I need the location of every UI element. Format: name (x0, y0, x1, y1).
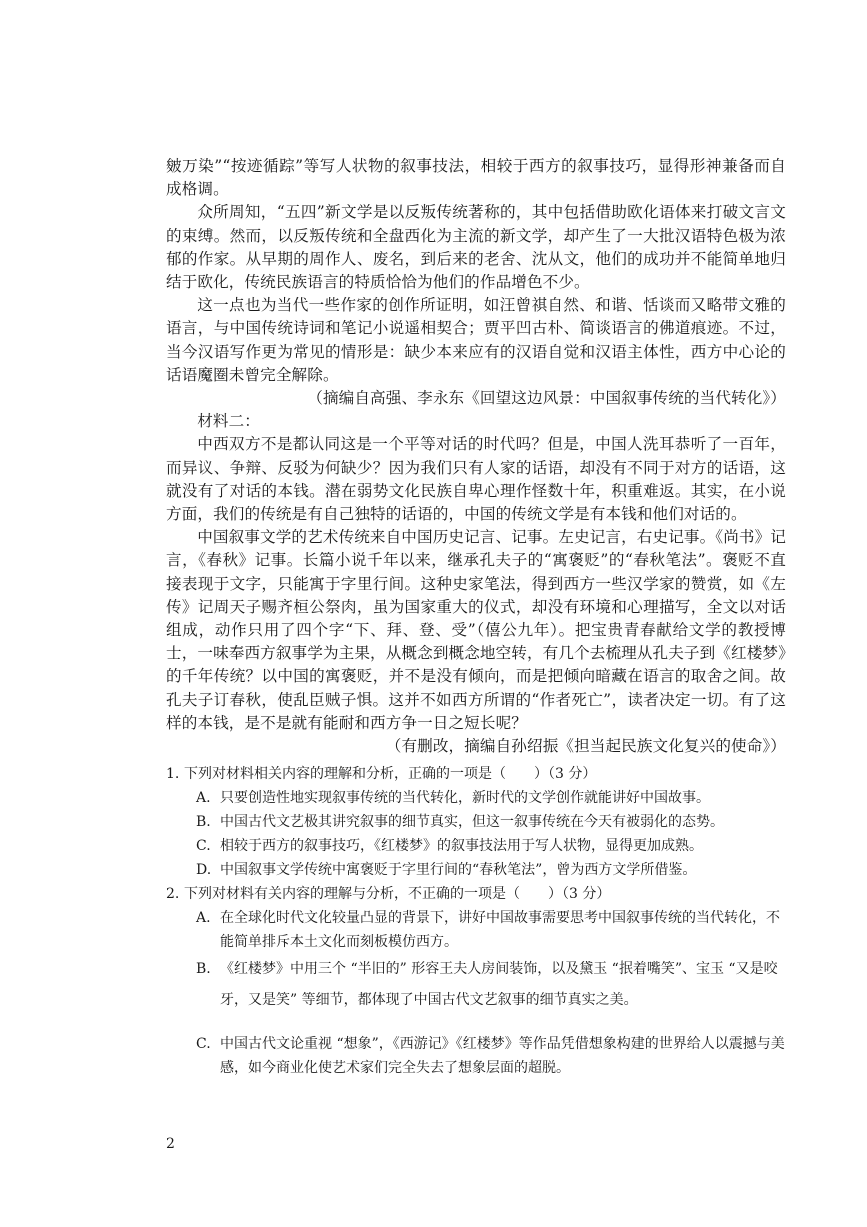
option (196, 858, 786, 882)
option-text: 中国古代文论重视 “想象”，《西游记》《红楼梦》等作品凭借想象构建的世界给人以震撼与美感，如今商业化使艺术家们完全失去了想象层面的超脱。 (220, 1036, 785, 1076)
question-number: 1. (166, 766, 180, 782)
passage-paragraph: 中西双方不是都认同这是一个平等对话的时代吗？但是，中国人洗耳恭听了一百年，而异议、争辩、反驳为何缺少？因为我们只有人家的话语，却没有不同于对方的话语，这就没有了对话的本钱。潜在弱势文化民族自卑心理作怪数十年，积重难返。其实，在小说方面，我们的传统是有自己独特的话语的，中国的传统文学是有本钱和他们对话的。 (166, 435, 786, 524)
material-label: 材料二： (197, 412, 260, 431)
option-letter: A. (196, 790, 211, 806)
question-stem (166, 882, 786, 906)
question-text: 下列对材料有关内容的理解与分析，不正确的一项是（ ）（3 分） (184, 886, 611, 902)
passage-paragraph: 众所周知，“五四”新文学是以反叛传统著称的，其中包括借助欧化语体来打破文言文的束缚。然而，以反叛传统和全盘西化为主流的新文学，却产生了一大批汉语特色极为浓郁的作家。从早期的周作人、废名，到后来的老舍、沈从文，他们的成功并不能简单地归结于欧化，传统民族语言的特质恰恰为他们的作品增色不少。 (166, 203, 786, 292)
passage-paragraph: 皴万染”“按迹循踪”等写人状物的叙事技法，相较于西方的叙事技巧，显得形神兼备而自成格调。 (166, 157, 786, 199)
passage-paragraph: 这一点也为当代一些作家的创作所证明，如汪曾祺自然、和谐、恬谈而又略带文雅的语言，与中国传统诗词和笔记小说遥相契合；贾平凹古朴、简谈语言的佛道痕迹。不过，当今汉语写作更为常见的情形是：缺少本来应有的汉语自觉和汉语主体性，西方中心论的话语魔圈未曾完全解除。 (166, 296, 786, 384)
option-text: 相较于西方的叙事技巧，《红楼梦》的叙事技法用于写人状物，显得更加成熟。 (220, 838, 703, 854)
passage-paragraph: 中国叙事文学的艺术传统来自中国历史记言、记事。左史记言，右史记事。《尚书》记言，《春秋》记事。长篇小说千年以来，继承孔夫子的“寓褒贬”的“春秋笔法”。褒贬不直接表现于文字，只能寓于字里行间。这种史家笔法，得到西方一些汉学家的赞赏，如《左传》记周天子赐齐桓公祭肉，虽为国家重大的仪式，却没有环境和心理描写，全文以对话组成，动作只用了四个字“下、拜、登、受”（僖公九年）。把宝贵青春献给文学的教授博士，一味奉西方叙事学为主果，从概念到概念地空转，有几个去梳理从孔夫子到《红楼梦》的千年传统？以中国的寓褒贬，并不是没有倾向，而是把倾向暗藏在语言的取舍之间。故孔夫子订春秋，使乱臣贼子惧。这并不如西方所谓的“作者死亡”，读者决定一切。有了这样的本钱，是不是就有能耐和西方争一日之短长呢？ (166, 528, 786, 732)
question-section (166, 762, 786, 1080)
option-letter: C. (196, 838, 211, 854)
option (196, 810, 786, 834)
source-citation: （有删改，摘编自孙绍振《担当起民族文化复兴的使命》） (385, 737, 786, 756)
question-number: 2. (166, 886, 180, 902)
page-number: 2 (166, 1136, 175, 1152)
option (196, 786, 786, 810)
question (166, 762, 786, 882)
question (166, 882, 786, 1080)
question-text: 下列对材料相关内容的理解和分析，正确的一项是（ ）（3 分） (184, 766, 597, 782)
option-letter: B. (196, 961, 211, 977)
option (196, 906, 786, 954)
source-citation: （摘编自高强、李永东《回望这边风景：中国叙事传统的当代转化》） (307, 389, 786, 408)
option-text: 在全球化时代文化较量凸显的背景下，讲好中国故事需要思考中国叙事传统的当代转化，不能简单排斥本土文化而刻板模仿西方。 (220, 910, 780, 950)
option (196, 1032, 786, 1080)
option-text: 中国叙事文学传统中寓褒贬于字里行间的“春秋笔法”，曾为西方文学所借鉴。 (220, 862, 697, 878)
option-letter: C. (196, 1036, 211, 1052)
option (196, 954, 786, 1016)
option-letter: D. (196, 862, 212, 878)
option-text: 中国古代文艺极其讲究叙事的细节真实，但这一叙事传统在今天有被弱化的态势。 (220, 814, 724, 830)
option-text: 只要创造性地实现叙事传统的当代转化，新时代的文学创作就能讲好中国故事。 (220, 790, 710, 806)
option-text: 《红楼梦》中用三个 “半旧的” 形容王夫人房间装饰，以及黛玉 “抿着嘴笑”、宝玉 “又是咬牙，又是笑” 等细节，都体现了中国古代文艺叙事的细节真实之美。 (220, 961, 778, 1008)
option (196, 834, 786, 858)
option-letter: B. (196, 814, 211, 830)
reading-passage (166, 155, 786, 758)
option-letter: A. (196, 910, 211, 926)
question-stem (166, 762, 786, 786)
